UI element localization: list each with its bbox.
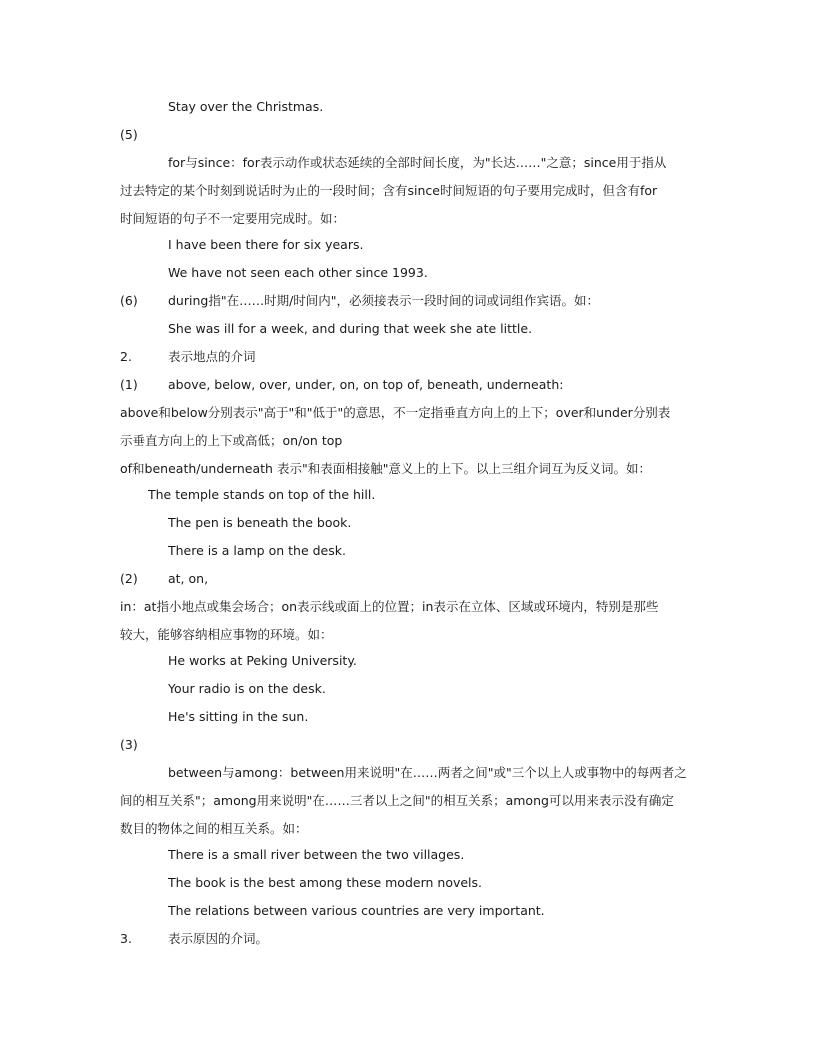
body-text-line: between与among：between用来说明"在……两者之间"或"三个以上人或事物中的每两者之 [168,765,687,780]
example-line: Stay over the Christmas. [168,99,324,114]
example-line: He's sitting in the sun. [168,709,309,724]
example-line: I have been there for six years. [168,237,364,252]
example-line: We have not seen each other since 1993. [168,265,428,280]
section-number: (6) [120,293,138,308]
section-heading: 表示地点的介词 [168,349,256,364]
section-number: (5) [120,127,138,142]
section-number: 2. [120,349,132,364]
body-text-line: above和below分别表示"高于"和"低于"的意思，不一定指垂直方向上的上下；over和under分别表 [120,405,671,420]
body-text-line: 较大，能够容纳相应事物的环境。如： [120,627,333,642]
section-heading: 表示原因的介词。 [168,931,269,946]
example-line: The temple stands on top of the hill. [148,487,376,502]
body-text-line: during指"在……时期/时间内"，必须接表示一段时间的词或词组作宾语。如： [168,293,600,308]
example-line: She was ill for a week, and during that week she ate little. [168,321,533,336]
body-text-line: of和beneath/underneath 表示"和表面相接触"意义上的上下。以上三组介词互为反义词。如： [120,461,651,476]
example-line: The pen is beneath the book. [168,515,352,530]
body-text-line: 示垂直方向上的上下或高低；on/on top [120,433,343,448]
body-text-line: for与since：for表示动作或状态延续的全部时间长度，为"长达……"之意；since用于指从 [168,155,667,170]
body-text-line: 间的相互关系"；among用来说明"在……三者以上之间"的相互关系；among可以用来表示没有确定 [120,793,674,808]
example-line: He works at Peking University. [168,653,357,668]
example-line: The relations between various countries are very important. [168,903,545,918]
section-number: (1) [120,377,138,392]
body-text-line: above, below, over, under, on, on top of, beneath, underneath: [168,377,564,392]
body-text-line: 过去特定的某个时刻到说话时为止的一段时间；含有since时间短语的句子要用完成时，但含有for [120,183,658,198]
example-line: Your radio is on the desk. [168,681,326,696]
section-number: 3. [120,931,132,946]
section-number: (2) [120,571,138,586]
example-line: The book is the best among these modern novels. [168,875,483,890]
body-text-line: at, on, [168,571,209,586]
body-text-line: 数目的物体之间的相互关系。如： [120,821,308,836]
section-number: (3) [120,737,138,752]
example-line: There is a small river between the two villages. [168,847,465,862]
body-text-line: in：at指小地点或集会场合；on表示线或面上的位置；in表示在立体、区域或环境内，特别是那些 [120,599,659,614]
body-text-line: 时间短语的句子不一定要用完成时。如： [120,211,346,226]
example-line: There is a lamp on the desk. [168,543,346,558]
